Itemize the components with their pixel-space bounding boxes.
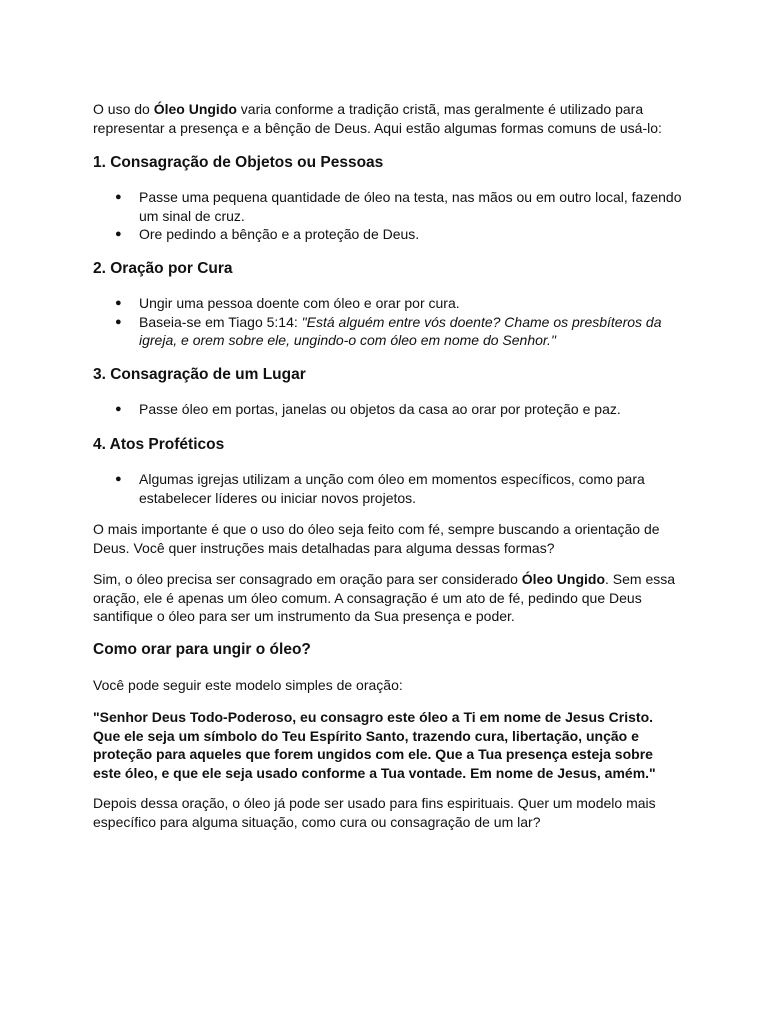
section-2-heading: 2. Oração por Cura: [93, 260, 233, 277]
section-4-list: [93, 470, 683, 507]
section-2-list: [93, 294, 683, 350]
how-intro-block: [93, 676, 683, 695]
consecrate-paragraph-block: [93, 570, 683, 626]
section-3: [93, 365, 683, 385]
closing-paragraph-block: [93, 794, 683, 831]
intro-paragraph: [93, 100, 683, 137]
list-item-text: Passe óleo em portas, janelas ou objetos da casa ao orar por proteção e paz.: [139, 401, 621, 417]
how-intro: Você pode seguir este modelo simples de oração:: [93, 677, 403, 693]
list-item-text: Ungir uma pessoa doente com óleo e orar por cura.: [139, 295, 460, 311]
intro-text-pre: O uso do: [93, 101, 154, 117]
list-item: [93, 470, 683, 507]
consecrate-text-pre: Sim, o óleo precisa ser consagrado em oração para ser considerado: [93, 571, 522, 587]
bullet-icon: ●: [115, 473, 122, 485]
consecrate-paragraph: [93, 570, 683, 626]
list-item: [93, 313, 683, 350]
how-section: [93, 640, 683, 660]
list-item: [93, 400, 683, 419]
section-4: [93, 435, 683, 455]
list-item-text: Ore pedindo a bênção e a proteção de Deus.: [139, 226, 420, 242]
list-item: [93, 225, 683, 244]
section-3-list: [93, 400, 683, 419]
intro-text-post: varia conforme a tradição cristã, mas geralmente é utilizado para representar a presença e a bênção de Deus. Aqui estão algumas formas comuns de usá-lo:: [93, 101, 662, 136]
intro-bold-term: Óleo Ungido: [153, 101, 237, 117]
prayer-text: "Senhor Deus Todo-Poderoso, eu consagro este óleo a Ti em nome de Jesus Cristo. Que ele seja um símbolo do Teu Espírito Santo, trazendo cura, libertação, unção e proteção para aqueles que forem ungidos com ele. Que a Tua presença esteja sobre este óleo, e que ele seja usado conforme a Tua vontade. Em nome de Jesus, amém.": [93, 709, 656, 781]
how-heading: Como orar para ungir o óleo?: [93, 641, 311, 658]
section-2: [93, 259, 683, 279]
section-2-list-block: [93, 294, 683, 350]
list-item-text: Passe uma pequena quantidade de óleo na testa, nas mãos ou em outro local, fazendo um sinal de cruz.: [139, 189, 682, 224]
list-item-text: Algumas igrejas utilizam a unção com óleo em momentos específicos, como para estabelecer líderes ou iniciar novos projetos.: [139, 471, 645, 506]
section-4-heading: 4. Atos Proféticos: [93, 436, 225, 453]
bullet-icon: ●: [115, 191, 122, 203]
consecrate-text-post: . Sem essa oração, ele é apenas um óleo comum. A consagração é um ato de fé, pedindo que Deus santifique o óleo para ser um instrumento da Sua presença e poder.: [93, 571, 676, 624]
quote-lead-text: Baseia-se em Tiago 5:14:: [139, 313, 302, 330]
section-1-heading: 1. Consagração de Objetos ou Pessoas: [93, 154, 384, 171]
section-3-list-block: [93, 400, 683, 419]
section-1: [93, 153, 683, 173]
list-item: [93, 188, 683, 225]
bullet-icon: ●: [115, 297, 122, 309]
scripture-quote: "Está alguém entre vós doente? Chame os presbíteros da igreja, e orem sobre ele, ungindo-o com óleo em nome do Senhor.": [139, 313, 662, 348]
section-3-heading: 3. Consagração de um Lugar: [93, 366, 306, 383]
prayer-block: [93, 708, 683, 782]
important-paragraph: O mais importante é que o uso do óleo seja feito com fé, sempre buscando a orientação de Deus. Você quer instruções mais detalhadas para alguma dessas formas?: [93, 521, 660, 556]
intro-paragraph-block: [93, 100, 683, 137]
bullet-icon: ●: [115, 403, 122, 415]
important-paragraph-block: [93, 520, 683, 557]
consecrate-bold-term: Óleo Ungido: [521, 571, 606, 587]
section-1-list-block: [93, 188, 683, 244]
section-1-list: [93, 188, 683, 244]
bullet-icon: ●: [115, 315, 122, 328]
bullet-icon: ●: [115, 228, 122, 240]
section-4-list-block: [93, 470, 683, 507]
closing-paragraph: Depois dessa oração, o óleo já pode ser usado para fins espirituais. Quer um modelo mais específico para alguma situação, como cura ou consagração de um lar?: [93, 795, 656, 830]
list-item: [93, 294, 683, 313]
